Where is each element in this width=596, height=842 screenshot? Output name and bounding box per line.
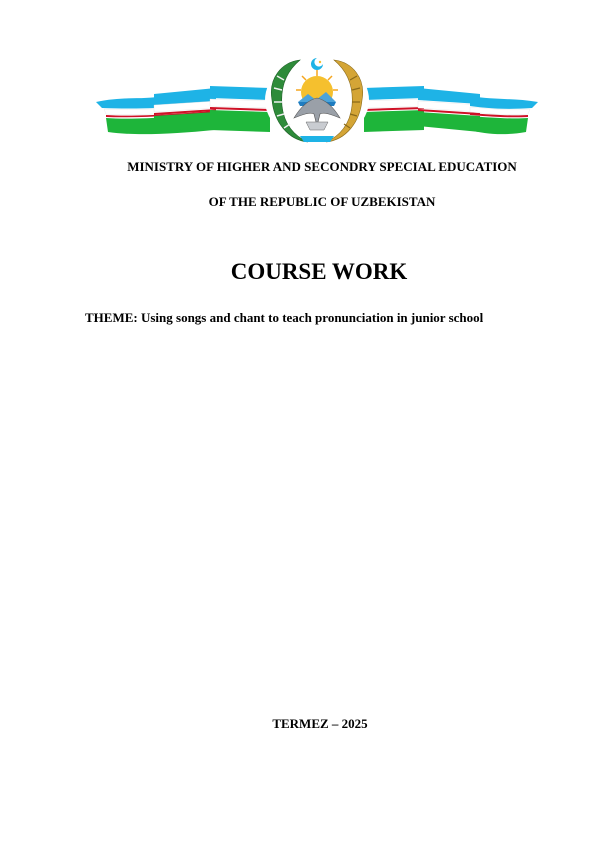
- state-emblem-banner: [94, 56, 540, 144]
- theme-line: THEME: Using songs and chant to teach pronunciation in junior school: [85, 310, 484, 325]
- city-year: TERMEZ – 2025: [272, 716, 368, 731]
- state-emblem-center: [265, 58, 369, 142]
- flag-ribbon-left: [96, 86, 270, 134]
- uzbekistan-emblem-icon: [94, 56, 540, 144]
- ministry-line-1: MINISTRY OF HIGHER AND SECONDRY SPECIAL EDUCATION: [127, 159, 517, 174]
- document-title: COURSE WORK: [230, 259, 408, 284]
- ministry-line-2: OF THE REPUBLIC OF UZBEKISTAN: [208, 194, 436, 209]
- flag-ribbon-right: [364, 86, 538, 134]
